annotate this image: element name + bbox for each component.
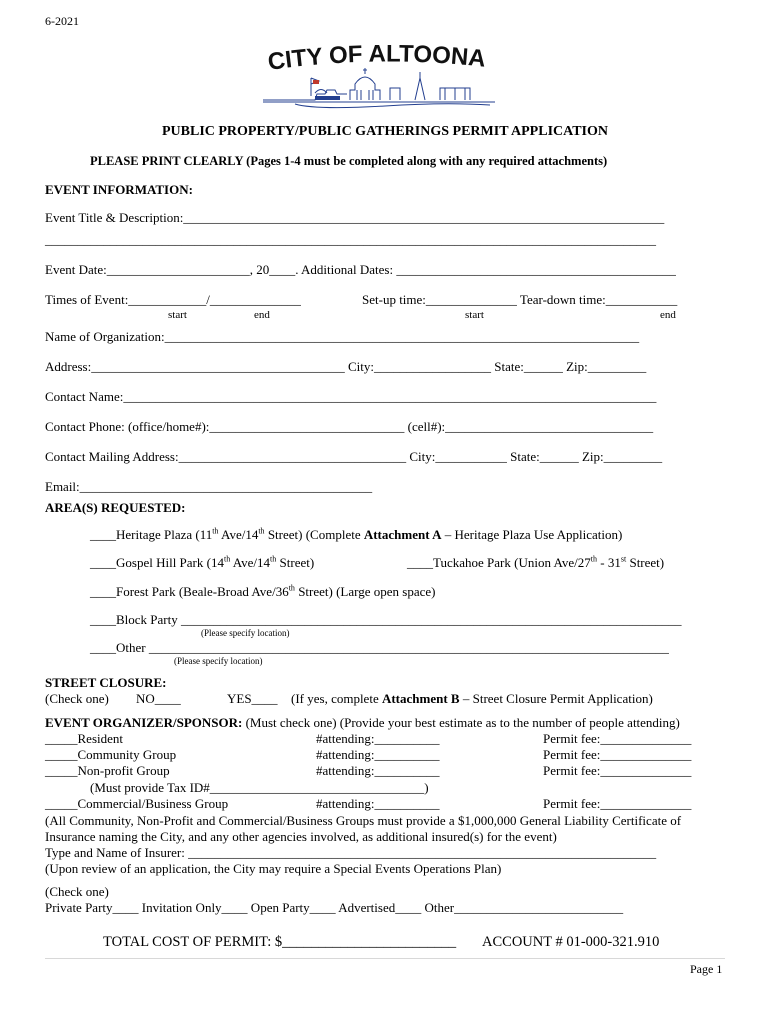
tuckahoe-end: Street)	[626, 555, 665, 570]
email-field[interactable]: Email:_____________________________________________	[45, 479, 373, 494]
nonprofit-option[interactable]: _____Non-profit Group	[45, 763, 170, 778]
areas-heading: AREA(S) REQUESTED:	[45, 500, 186, 515]
gospel-hill-option[interactable]	[90, 555, 314, 571]
teardown-end-label: end	[660, 309, 676, 321]
print-clearly-note: PLEASE PRINT CLEARLY (Pages 1-4 must be completed along with any required attachments)	[90, 154, 608, 168]
street-closure-check: (Check one)	[45, 691, 109, 706]
operations-plan-note: (Upon review of an application, the City may require a Special Events Operations Plan)	[45, 861, 502, 876]
forest-label: ____Forest Park (Beale-Broad Ave/36	[90, 584, 289, 599]
event-type-options[interactable]: Private Party____ Invitation Only____ Open Party____ Advertised____ Other__________________________	[45, 900, 624, 915]
street-closure-note	[291, 691, 653, 707]
heritage-plaza-option[interactable]	[90, 527, 622, 543]
form-code: 6-2021	[45, 14, 79, 28]
sup-th: th	[288, 583, 295, 593]
sup-th: th	[590, 554, 598, 564]
heritage-mid: Ave/14	[218, 527, 259, 542]
sup-th: th	[212, 526, 219, 536]
sup-th: th	[258, 526, 265, 536]
other-location-note: (Please specify location)	[174, 656, 263, 666]
address-field[interactable]: Address:_______________________________________ City:__________________ State:______ Zip:_________	[45, 359, 647, 374]
setup-start-label: start	[465, 309, 484, 321]
heritage-label: ____Heritage Plaza (11	[90, 527, 213, 542]
tuckahoe-option[interactable]	[407, 555, 664, 571]
event-title-field[interactable]: Event Title & Description:__________________________________________________________________________	[45, 210, 665, 225]
event-times-field[interactable]: Times of Event:____________/______________	[45, 292, 301, 307]
account-number: ACCOUNT # 01-000-321.910	[482, 934, 660, 950]
sup-th: th	[270, 554, 277, 564]
contact-name-field[interactable]: Contact Name:__________________________________________________________________________________	[45, 389, 657, 404]
total-cost-field[interactable]: TOTAL COST OF PERMIT: $________________________	[103, 934, 457, 950]
attachment-a: Attachment A	[363, 527, 442, 542]
insurance-note-line2: Insurance naming the City, and any other agencies involved, as additional insured(s) for the event)	[45, 829, 557, 844]
event-type-check: (Check one)	[45, 884, 109, 899]
page-number: Page 1	[690, 962, 723, 976]
setup-teardown-field[interactable]: Set-up time:______________ Tear-down time:___________	[362, 292, 678, 307]
mailing-address-field[interactable]: Contact Mailing Address:___________________________________ City:___________ State:______ Zip:_________	[45, 449, 663, 464]
commercial-option[interactable]: _____Commercial/Business Group	[45, 796, 229, 811]
city-logo	[255, 38, 505, 118]
organization-field[interactable]: Name of Organization:_________________________________________________________________________	[45, 329, 640, 344]
event-date-field[interactable]: Event Date:______________________, 20____. Additional Dates: ___________________________________________	[45, 262, 676, 277]
if-yes-pre: (If yes, complete	[291, 691, 382, 706]
svg-text:CITY OF ALTOONA	[266, 40, 487, 72]
forest-park-option[interactable]	[90, 584, 435, 600]
contact-phone-field[interactable]: Contact Phone: (office/home#):______________________________ (cell#):________________________________	[45, 419, 654, 434]
heritage-end: – Heritage Plaza Use Application)	[441, 527, 623, 542]
commercial-fee-field[interactable]: Permit fee:______________	[543, 796, 692, 811]
form-title: PUBLIC PROPERTY/PUBLIC GATHERINGS PERMIT APPLICATION	[161, 124, 608, 139]
footer-divider	[45, 958, 725, 959]
if-yes-post: – Street Closure Permit Application)	[459, 691, 653, 706]
event-description-field[interactable]: ______________________________________________________________________________________________	[45, 232, 656, 247]
gospel-mid: Ave/14	[230, 555, 271, 570]
community-fee-field[interactable]: Permit fee:______________	[543, 747, 692, 762]
resident-fee-field[interactable]: Permit fee:______________	[543, 731, 692, 746]
other-area-field[interactable]: ____Other ________________________________________________________________________________	[90, 640, 669, 655]
tax-id-field[interactable]: (Must provide Tax ID#_________________________________)	[90, 780, 429, 795]
forest-end: Street) (Large open space)	[294, 584, 436, 599]
tuckahoe-label: ____Tuckahoe Park (Union Ave/27	[407, 555, 591, 570]
community-group-option[interactable]: _____Community Group	[45, 747, 177, 762]
heritage-post: Street) (Complete	[264, 527, 364, 542]
attachment-b: Attachment B	[381, 691, 460, 706]
event-info-heading: EVENT INFORMATION:	[45, 182, 193, 197]
organizer-heading: EVENT ORGANIZER/SPONSOR:	[45, 715, 243, 730]
block-party-location-note: (Please specify location)	[201, 628, 290, 638]
city-name: CITY OF ALTOONA	[266, 40, 488, 72]
tuckahoe-mid: - 31	[597, 555, 621, 570]
gospel-end: Street)	[276, 555, 315, 570]
start-label: start	[168, 309, 187, 321]
organizer-note: (Must check one) (Provide your best estimate as to the number of people attending)	[242, 715, 680, 730]
end-label: end	[254, 309, 270, 321]
nonprofit-fee-field[interactable]: Permit fee:______________	[543, 763, 692, 778]
block-party-field[interactable]: ____Block Party _____________________________________________________________________________	[90, 612, 682, 627]
insurance-note-line1: (All Community, Non-Profit and Commercial/Business Groups must provide a $1,000,000 General Liability Certificate of	[45, 813, 682, 828]
city-name-arc	[255, 38, 505, 72]
resident-option[interactable]: _____Resident	[45, 731, 123, 746]
sup-th: th	[223, 554, 231, 564]
sup-st: st	[620, 554, 627, 564]
resident-attending-field[interactable]: #attending:__________	[316, 731, 440, 746]
street-closure-yes[interactable]: YES____	[227, 691, 278, 706]
insurer-field[interactable]: Type and Name of Insurer: ________________________________________________________________________	[45, 845, 657, 860]
commercial-attending-field[interactable]: #attending:__________	[316, 796, 440, 811]
gospel-label: ____Gospel Hill Park (14	[90, 555, 224, 570]
organizer-heading-row	[45, 715, 680, 731]
nonprofit-attending-field[interactable]: #attending:__________	[316, 763, 440, 778]
street-closure-no[interactable]: NO____	[136, 691, 181, 706]
street-closure-heading: STREET CLOSURE:	[45, 675, 167, 690]
community-attending-field[interactable]: #attending:__________	[316, 747, 440, 762]
